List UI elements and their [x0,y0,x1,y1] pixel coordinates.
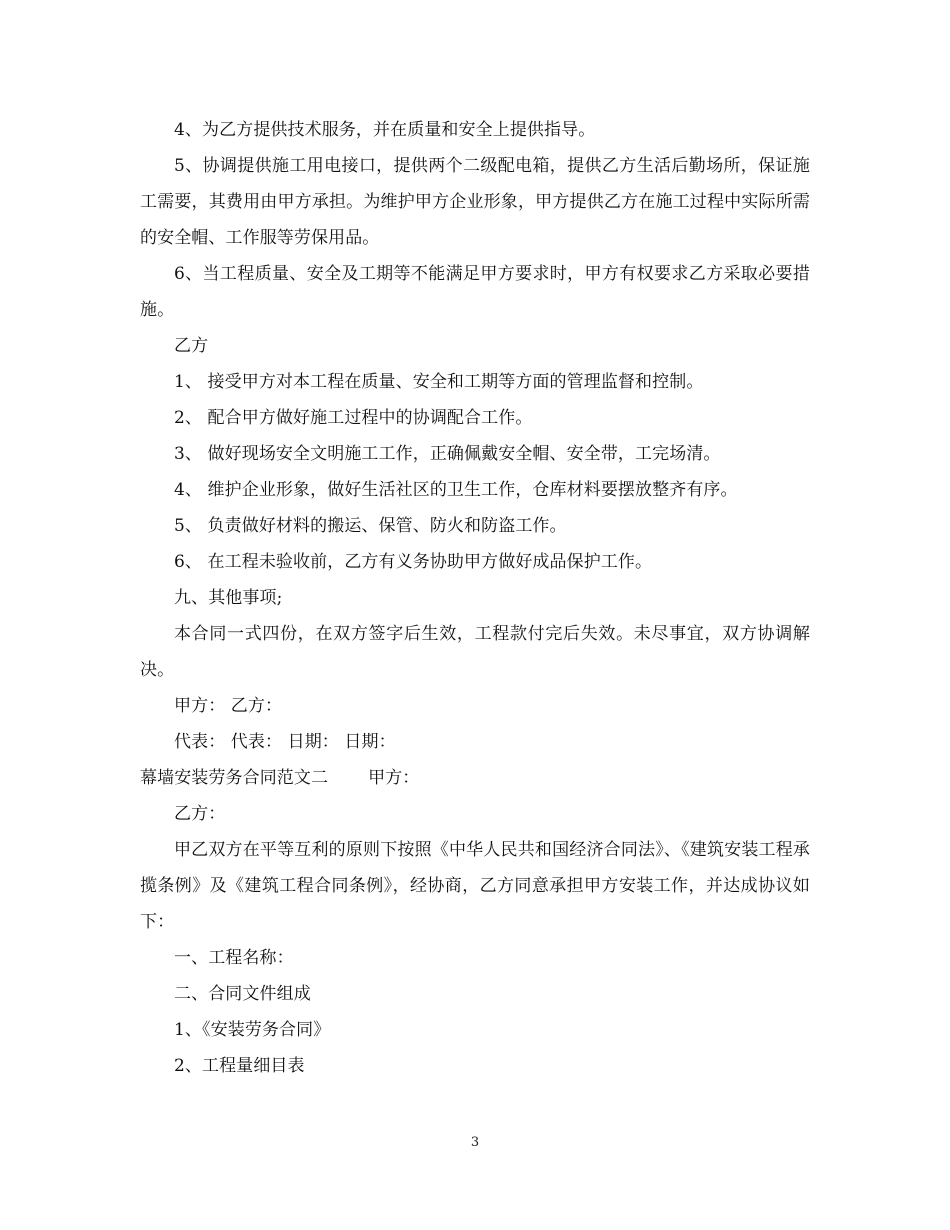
party-b-heading: 乙方 [174,336,209,356]
clause-party-a-4: 4、为乙方提供技术服务，并在质量和安全上提供指导。 [174,120,596,140]
title-party-a: 甲方： [368,768,420,788]
page-number: 3 [470,1135,480,1150]
contract-document-item-2: 2、工程量细目表 [174,1056,305,1076]
clause-party-a-6: 6、当工程质量、安全及工期等不能满足甲方要求时，甲方有权要求乙方采取必要措施。 [140,264,810,320]
signature-representatives-line: 代表： 代表： 日期： 日期： [174,732,396,752]
party-b-line: 乙方： [174,804,226,824]
signature-parties-line: 甲方： 乙方： [174,696,283,716]
section-one-heading: 一、工程名称： [174,948,294,968]
agreement-preamble: 甲乙双方在平等互利的原则下按照《中华人民共和国经济合同法》、《建筑安装工程承揽条例》及《建筑工程合同条例》，经协商，乙方同意承担甲方安装工作，并达成协议如下： [140,840,810,932]
clause-party-b-5: 5、 负责做好材料的搬运、保管、防火和防盗工作。 [174,516,567,536]
clause-party-b-6: 6、 在工程未验收前，乙方有义务协助甲方做好成品保护工作。 [174,552,653,572]
clause-party-b-4: 4、 维护企业形象，做好生活社区的卫生工作，仓库材料要摆放整齐有序。 [174,480,738,500]
contract-document-item-1: 1、《安装劳务合同》 [174,1020,331,1040]
section-nine-heading: 九、其他事项; [174,588,283,608]
section-two-heading: 二、合同文件组成 [174,984,311,1004]
document-body [140,112,810,1084]
contract-title: 幕墙安装劳务合同范文二 [140,768,329,788]
clause-party-b-1: 1、 接受甲方对本工程在质量、安全和工期等方面的管理监督和控制。 [174,372,704,392]
clause-party-b-3: 3、 做好现场安全文明施工工作，正确佩戴安全帽、安全带，工完场清。 [174,444,721,464]
clause-party-a-5: 5、协调提供施工用电接口，提供两个二级配电箱，提供乙方生活后勤场所，保证施工需要，其费用由甲方承担。为维护甲方企业形象，甲方提供乙方在施工过程中实际所需的安全帽、工作服等劳保用品。 [140,156,810,248]
contract-copies-paragraph: 本合同一式四份，在双方签字后生效，工程款付完后失效。未尽事宜，双方协调解决。 [140,624,810,680]
contract-title-line [140,760,810,796]
clause-party-b-2: 2、 配合甲方做好施工过程中的协调配合工作。 [174,408,533,428]
